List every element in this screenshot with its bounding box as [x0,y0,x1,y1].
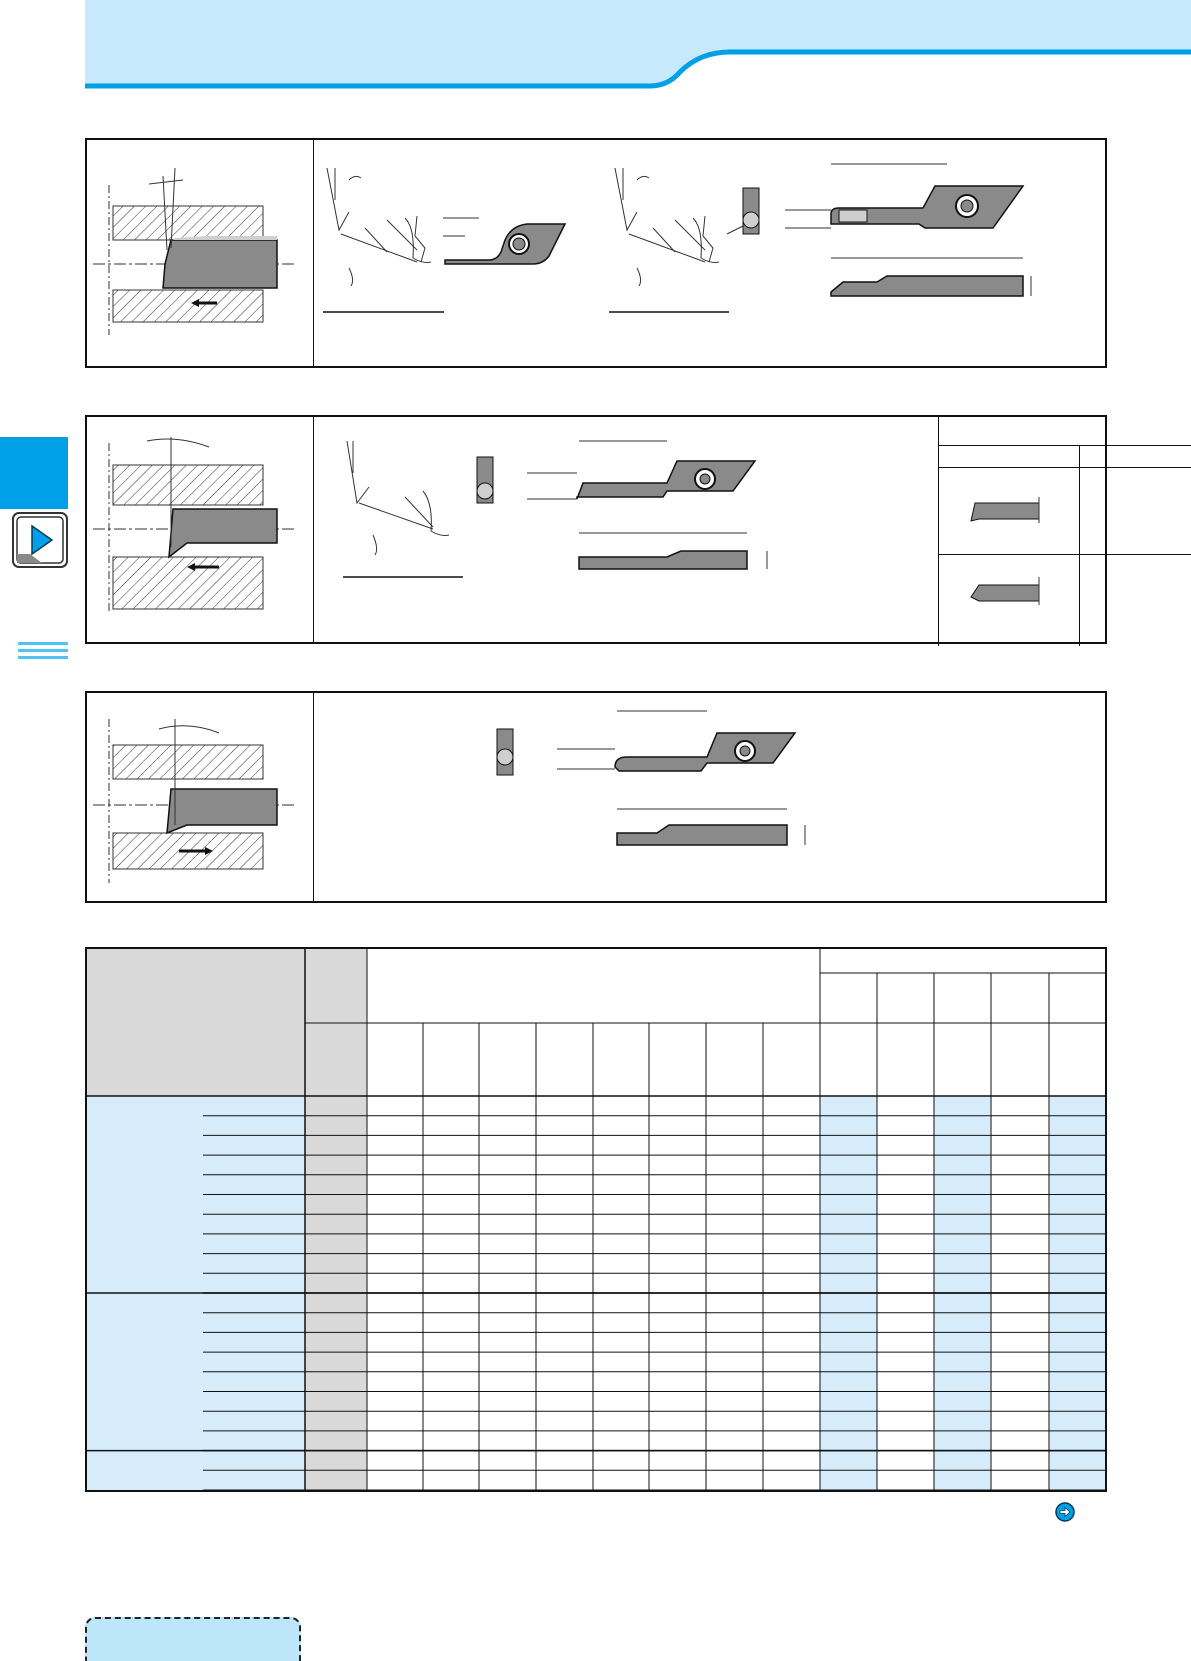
profiling-drawing [87,693,1107,903]
side-decoration-lines [18,642,68,664]
play-arrow-icon [12,512,68,568]
section-side-tab[interactable] [0,437,68,509]
table-grid [87,949,1105,1490]
internal-boring-figure-panel [85,138,1107,368]
product-spec-table [85,947,1107,1492]
back-boring-drawing [87,417,937,645]
variant-thumbnails [939,467,1079,647]
tool-variant-gallery [938,417,1191,646]
arrow-right-circle-icon[interactable] [1055,1502,1075,1522]
back-boring-figure-panel [85,415,1107,644]
footer-tab[interactable] [85,1617,301,1661]
internal-boring-drawing [87,140,1107,368]
profiling-figure-panel [85,691,1107,903]
page-header-band [0,0,1191,92]
header-designation-cell [87,949,305,1096]
